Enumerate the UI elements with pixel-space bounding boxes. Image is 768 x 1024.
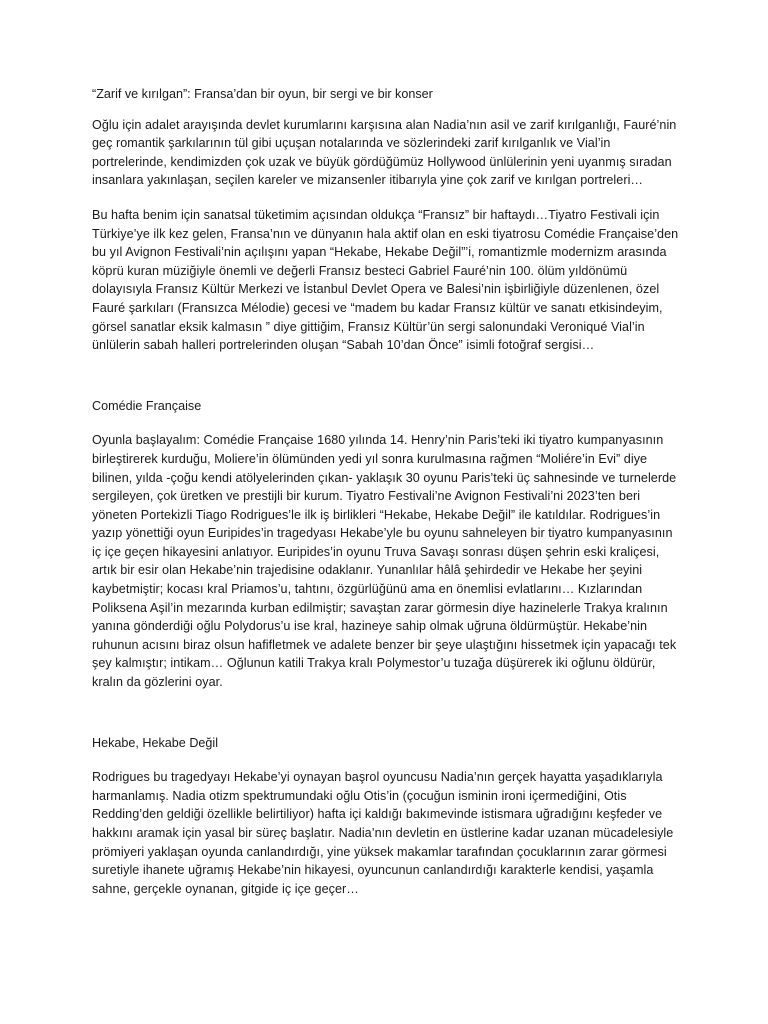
document-title: “Zarif ve kırılgan”: Fransa’dan bir oyun, bir sergi ve bir konser [92, 87, 433, 101]
section-paragraph-comedie-francaise: Oyunla başlayalım: Comédie Française 1680 yılında 14. Henry’nin Paris’teki iki tiyatro kumpanyasının birleştirerek kurduğu, Moliere’in ölümünden yedi yıl sonra kurulmasına rağmen “Moliére’in Evi” diye bilinen, yılda -çoğu kendi atölyelerinden çıkan- yaklaşık 30 oyunu Paris’teki üç sahnesinde ve turnelerde sergileyen, çok üretken ve prestijli bir kurum. Tiyatro Festivali’ne Avignon Festivali’ni 2023’ten beri yöneten Portekizli Tiago Rodrigues’le ilk iş birlikleri “Hekabe, Hekabe Değil” ile katıldılar. Rodrigues’in yazıp yönettiği oyun Euripides’in tragedyası Hekabe’yle bu oyunu sahneleyen bir tiyatro kumpanyasının iç içe geçen hikayesini anlatıyor. Euripides’in oyunu Truva Savaşı sonrası düşen şehrin eski kraliçesi, artık bir esir olan Hekabe’nin trajedisine odaklanır. Yunanlılar hâlâ şehirdedir ve Hekabe her şeyini kaybetmiştir; kocası kral Priamos’u, tahtını, özgürlüğünü ama en önemlisi evlatlarını… Kızlarından Poliksena Aşil’in mezarında kurban edilmiştir; savaştan zarar görmesin diye hazinelerle Trakya kralının yanına gönderdiği oğlu Polydorus’u ise kral, hazineye sahip olmak uğruna öldürmüştür. Hekabe’nin ruhunun acısını biraz olsun hafifletmek ve adalete benzer bir şeye ulaştığını hissetmek için yapacağı tek şey kalmıştır; intikam… Oğlunun katili Trakya kralı Polymestor’u tuzağa düşürerek iki oğlunu öldürür, kralın da gözlerini oyar. [92, 433, 677, 690]
second-paragraph: Bu hafta benim için sanatsal tüketimim açısından oldukça “Fransız” bir haftaydı…Tiyatro Festivali için Türkiye’ye ilk kez gelen, Fransa’nın ve dünyanın hala aktif olan en eski tiyatrosu Comédie Française’den bu yıl Avignon Festivali’nin açılışını yapan “Hekabe, Hekabe Değil”’i, romantizmle modernizm arasında köprü kuran müziğiyle önemli ve değerli Fransız besteci Gabriel Fauré’nin 100. ölüm yıldönümü dolayısıyla Fransız Kültür Merkezi ve İstanbul Devlet Opera ve Balesi’nin işbirliğiyle düzenlenen, özel Fauré şarkıları (Fransızca Mélodie) gecesi ve “madem bu kadar Fransız kültür ve sanatı etkisindeyim, görsel sanatlar eksik kalmasın ” diye gittiğim, Fransız Kültür’ün sergi salonundaki Veroniqué Vial’in ünlülerin sabah halleri portrelerinden oluşan “Sabah 10’dan Önce” isimli fotoğraf sergisi… [92, 207, 679, 353]
section-heading-comedie-francaise: Comédie Française [92, 398, 202, 413]
section-paragraph-hekabe: Rodrigues bu tragedyayı Hekabe’yi oynayan başrol oyuncusu Nadia’nın gerçek hayatta yaşadıklarıyla harmanlamış. Nadia otizm spektrumundaki oğlu Otis’in (çocuğun isminin ironi içermediğini, Otis Redding’den geldiği özellikle belirtiliyor) hafta içi kaldığı bakımevinde istismara uğradığını keşfeder ve hakkını aramak için yasal bir süreç başlatır. Nadia’nın devletin en üstlerine kadar uzanan mücadelesiyle prömiyeri yaklaşan oyunda canlandırdığı, yine yüksek makamlar tarafından çocuklarının zarar görmesi suretiyle ihanete uğramış Hekabe’nin hikayesi, oyuncunun canlandırdığı karakterle kendisi, yaşamla sahne, gerçekle oynanan, gitgide iç içe geçer… [92, 770, 674, 896]
intro-paragraph: Oğlu için adalet arayışında devlet kurumlarını karşısına alan Nadia’nın asil ve zarif kırılganlığı, Fauré’nin geç romantik şarkılarının tül gibi uçuşan notalarında ve sözlerindeki zarif kırılganlık ve Vial’in portrelerinde, kendimizden çok uzak ve büyük gördüğümüz Hollywood ünlülerinin yeni uyanmış sıradan insanlara yakınlaşan, seçilen kareler ve mizansenler itibarıyla yine çok zarif ve kırılgan portreleri… [92, 117, 677, 188]
section-heading-hekabe: Hekabe, Hekabe Değil [92, 735, 219, 750]
